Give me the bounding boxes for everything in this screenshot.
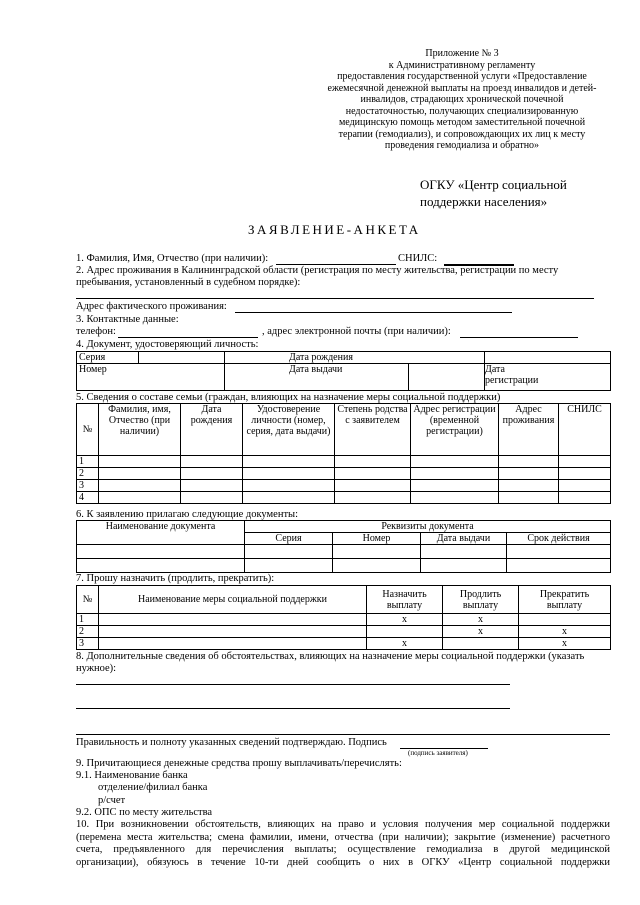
family-cell[interactable]	[335, 480, 411, 492]
section-1-label: 1. Фамилия, Имя, Отчество (при наличии):	[76, 253, 269, 264]
measure-mark-cell[interactable]: х	[443, 626, 519, 638]
confirmation-text: Правильность и полноту указанных сведений подтверждаю. Подпись	[76, 737, 387, 748]
family-cell[interactable]	[181, 468, 243, 480]
phone-label: телефон:	[76, 326, 116, 337]
registration-date-label: Дата регистрации	[485, 364, 539, 386]
measure-row-number: 3	[77, 638, 99, 650]
appendix-line: Приложение № 3	[425, 48, 499, 59]
series-label: Серия	[77, 352, 139, 364]
measure-row	[77, 614, 611, 626]
doc-details-subheader: Дата выдачи	[421, 533, 507, 545]
family-row-number: 3	[77, 480, 99, 492]
number-label: Номер	[77, 364, 225, 391]
measure-col-header: Наименование меры социальной поддержки	[99, 586, 367, 614]
family-col-header: Степень родства с заявителем	[335, 404, 411, 456]
family-cell[interactable]	[99, 468, 181, 480]
issue-date-value-cell[interactable]	[409, 364, 484, 390]
section-5-label: 5. Сведения о составе семьи (граждан, влияющих на назначение меры социальной поддержки)	[76, 392, 501, 403]
family-cell[interactable]	[181, 456, 243, 468]
family-cell[interactable]	[499, 456, 559, 468]
family-col-header: СНИЛС	[559, 404, 611, 456]
family-cell[interactable]	[99, 456, 181, 468]
appendix-line: терапии (гемодиализ), и сопровождающих их лиц к месту	[338, 128, 586, 140]
section-2-label-line-1: 2. Адрес проживания в Калининградской области (регистрация по месту жительства, регистрации по месту	[76, 265, 559, 276]
appendix-header	[318, 48, 606, 152]
birth-date-label: Дата рождения	[225, 352, 485, 364]
family-cell[interactable]	[243, 456, 335, 468]
appendix-line: ежемесячной денежной выплаты на проезд инвалидов и детей-	[327, 82, 597, 94]
documents-table	[76, 520, 611, 573]
account-label: р/счет	[98, 795, 126, 806]
section-10-paragraph	[76, 819, 610, 869]
measure-mark-cell[interactable]: х	[443, 614, 519, 626]
measure-col-header: Прекратить выплату	[519, 586, 611, 614]
measure-mark-cell[interactable]: х	[367, 638, 443, 650]
additional-info-line-3[interactable]	[76, 734, 610, 735]
measure-col-header: Назначить выплату	[367, 586, 443, 614]
measure-name-cell[interactable]	[99, 638, 367, 650]
measures-table	[76, 585, 611, 650]
family-cell[interactable]	[559, 456, 611, 468]
series-value-cell[interactable]	[139, 352, 225, 364]
measure-mark-cell[interactable]	[443, 638, 519, 650]
doc-details-subheader: Срок действия	[507, 533, 611, 545]
measure-name-cell[interactable]	[99, 614, 367, 626]
appendix-line: проведения гемодиализа и обратно»	[384, 140, 540, 151]
email-label: , адрес электронной почты (при наличии):	[262, 326, 451, 337]
family-cell[interactable]	[181, 480, 243, 492]
measure-mark-cell[interactable]: х	[519, 638, 611, 650]
snils-label: СНИЛС:	[398, 253, 438, 264]
doc-details-subheader: Серия	[245, 533, 333, 545]
recipient-line-2: поддержки населения»	[420, 194, 548, 209]
measure-mark-cell[interactable]	[367, 626, 443, 638]
address-line-1[interactable]	[76, 298, 594, 299]
issue-date-label: Дата выдачи	[225, 364, 409, 390]
form-title: ЗАЯВЛЕНИЕ-АНКЕТА	[248, 222, 421, 237]
family-row	[77, 492, 611, 504]
section-3-label: 3. Контактные данные:	[76, 314, 179, 325]
family-cell[interactable]	[411, 468, 499, 480]
family-cell[interactable]	[499, 480, 559, 492]
family-cell[interactable]	[243, 492, 335, 504]
family-row	[77, 480, 611, 492]
family-cell[interactable]	[559, 492, 611, 504]
family-col-header: Удостоверение личности (номер, серия, дата выдачи)	[243, 404, 335, 456]
appendix-line: к Административному регламенту	[388, 59, 536, 71]
family-cell[interactable]	[99, 492, 181, 504]
appendix-line: недостаточностью, получающих специализированную	[345, 105, 579, 117]
doc-name-header: Наименование документа	[77, 521, 245, 545]
section-10-line: организации), обязуюсь в течение 10-ти дней сообщить о них в ОГКУ «Центр социальной поддержки	[76, 856, 610, 868]
family-col-header: Фамилия, имя, Отчество (при наличии)	[99, 404, 181, 456]
appendix-line: предоставления государственной услуги «Предоставление	[337, 71, 587, 82]
measure-col-header: Продлить выплату	[443, 586, 519, 614]
measure-row	[77, 626, 611, 638]
family-col-header: Адрес проживания	[499, 404, 559, 456]
family-col-header: Адрес регистрации (временной регистрации)	[411, 404, 499, 456]
doc-details-header: Реквизиты документа	[245, 521, 611, 533]
additional-info-line-2[interactable]	[76, 708, 510, 709]
family-cell[interactable]	[499, 468, 559, 480]
family-table	[76, 403, 611, 504]
signature-caption: (подпись заявителя)	[408, 749, 468, 757]
family-cell[interactable]	[99, 480, 181, 492]
section-8-label-line-2: нужное):	[76, 663, 117, 674]
family-cell[interactable]	[411, 492, 499, 504]
identity-document-table	[76, 351, 611, 391]
section-2-label-line-2: пребывания, установленный в судебном порядке):	[76, 277, 301, 288]
birth-date-value-cell[interactable]	[485, 352, 611, 364]
measure-mark-cell[interactable]: х	[367, 614, 443, 626]
measure-mark-cell[interactable]	[519, 614, 611, 626]
family-cell[interactable]	[335, 456, 411, 468]
family-cell[interactable]	[559, 480, 611, 492]
additional-info-line-1[interactable]	[76, 684, 510, 685]
family-row	[77, 468, 611, 480]
branch-label: отделение/филиал банка	[98, 782, 208, 793]
measure-row-number: 1	[77, 614, 99, 626]
family-row-number: 4	[77, 492, 99, 504]
measure-col-header: №	[77, 586, 99, 614]
family-cell[interactable]	[243, 480, 335, 492]
appendix-line: инвалидов, страдающих хронической почечной	[360, 94, 564, 105]
appendix-line: медицинскую помощь методом заместительной почечной	[338, 117, 586, 128]
section-10-line: счета, предъявленного для перечисления выплаты; осуществление гемодиализа в другой медицинской	[76, 844, 610, 855]
section-9-label: 9. Причитающиеся денежные средства прошу выплачивать/перечислять:	[76, 758, 402, 769]
family-row	[77, 456, 611, 468]
measure-row-number: 2	[77, 626, 99, 638]
actual-address-label: Адрес фактического проживания:	[76, 301, 227, 312]
measure-mark-cell[interactable]: х	[519, 626, 611, 638]
family-row-number: 2	[77, 468, 99, 480]
measure-name-cell[interactable]	[99, 626, 367, 638]
family-col-header: Дата рождения	[181, 404, 243, 456]
family-row-number: 1	[77, 456, 99, 468]
family-cell[interactable]	[411, 456, 499, 468]
actual-address-field-line[interactable]	[235, 312, 512, 313]
family-cell[interactable]	[335, 492, 411, 504]
section-8-label-line-1: 8. Дополнительные сведения об обстоятельствах, влияющих на назначение меры социальной поддержки (указать	[76, 651, 585, 662]
family-col-header: №	[77, 404, 99, 456]
doc-details-subheader: Номер	[333, 533, 421, 545]
family-cell[interactable]	[559, 468, 611, 480]
family-cell[interactable]	[499, 492, 559, 504]
family-cell[interactable]	[335, 468, 411, 480]
recipient-line-1: ОГКУ «Центр социальной	[420, 177, 567, 192]
measure-row	[77, 638, 611, 650]
section-9-2-label: 9.2. ОПС по месту жительства	[76, 807, 213, 818]
section-6-label: 6. К заявлению прилагаю следующие документы:	[76, 509, 299, 520]
section-10-line: (перемена места жительства; смена фамилии, имени, отчества (при наличии); закрытие (изменение) расчетного	[76, 831, 610, 843]
section-7-label: 7. Прошу назначить (продлить, прекратить):	[76, 573, 275, 584]
section-10-line: 10. При возникновении обстоятельств, влияющих на право и условия получения мер социальной поддержки	[76, 819, 610, 830]
section-9-1-label: 9.1. Наименование банка	[76, 770, 188, 781]
family-cell[interactable]	[411, 480, 499, 492]
phone-field-line[interactable]	[118, 337, 258, 338]
family-cell[interactable]	[181, 492, 243, 504]
section-4-label: 4. Документ, удостоверяющий личность:	[76, 339, 259, 350]
family-cell[interactable]	[243, 468, 335, 480]
email-field-line[interactable]	[460, 337, 578, 338]
